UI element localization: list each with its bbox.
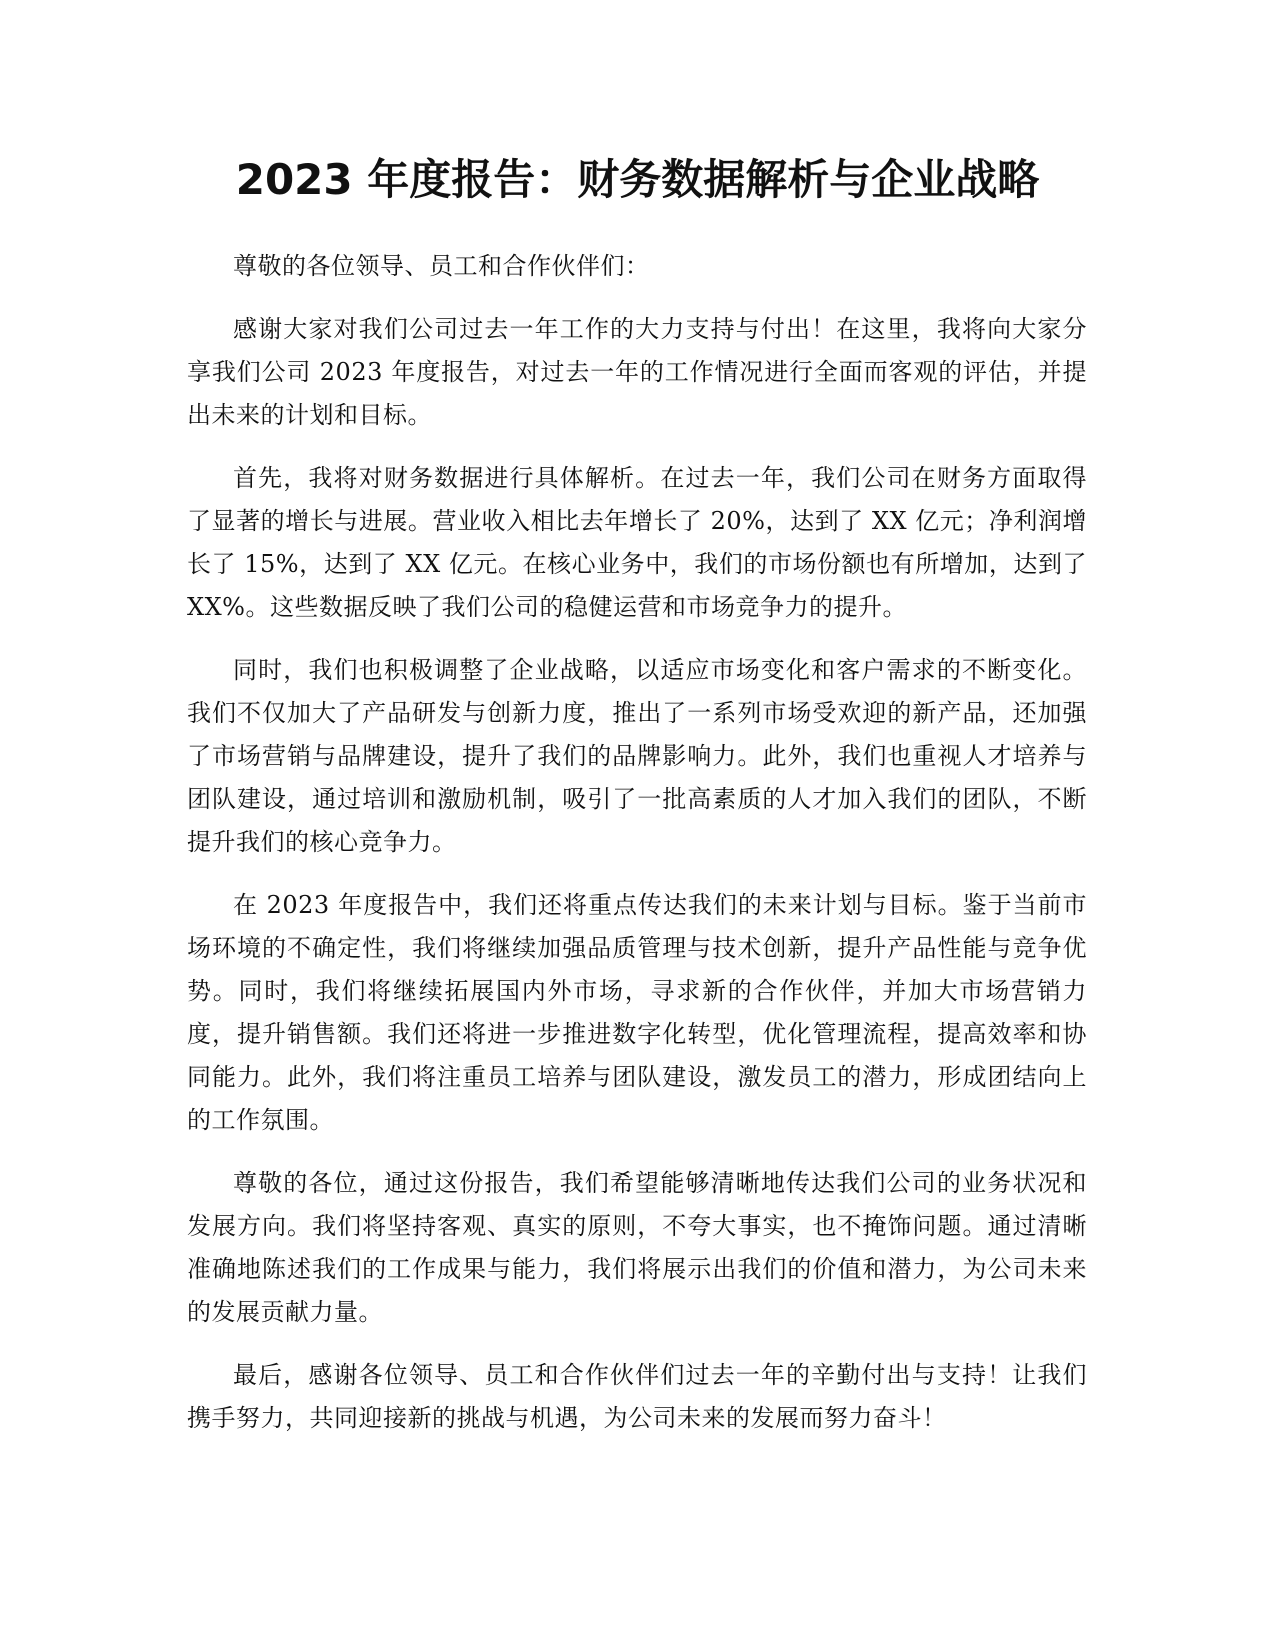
document-body [187,245,1087,1460]
paragraph-future-plans: 在 2023 年度报告中，我们还将重点传达我们的未来计划与目标。鉴于当前市场环境的不确定性，我们将继续加强品质管理与技术创新，提升产品性能与竞争优势。同时，我们将继续拓展国内外市场，寻求新的合作伙伴，并加大市场营销力度，提升销售额。我们还将进一步推进数字化转型，优化管理流程，提高效率和协同能力。此外，我们将注重员工培养与团队建设，激发员工的潜力，形成团结向上的工作氛围。 [187,891,1087,1134]
paragraph-closing: 最后，感谢各位领导、员工和合作伙伴们过去一年的辛勤付出与支持！让我们携手努力，共同迎接新的挑战与机遇，为公司未来的发展而努力奋斗！ [187,1361,1087,1432]
paragraph-introduction: 感谢大家对我们公司过去一年工作的大力支持与付出！在这里，我将向大家分享我们公司 2023 年度报告，对过去一年的工作情况进行全面而客观的评估，并提出未来的计划和目标。 [187,315,1087,429]
paragraph-salutation: 尊敬的各位领导、员工和合作伙伴们： [233,252,650,280]
paragraph-financial-analysis: 首先，我将对财务数据进行具体解析。在过去一年，我们公司在财务方面取得了显著的增长与进展。营业收入相比去年增长了 20%，达到了 XX 亿元；净利润增长了 15%，达到了 XX 亿元。在核心业务中，我们的市场份额也有所增加，达到了 XX%。这些数据反映了我们公司的稳健运营和市场竞争力的提升。 [187,464,1087,621]
document-title: 2023 年度报告：财务数据解析与企业战略 [235,155,1040,204]
paragraph-report-purpose: 尊敬的各位，通过这份报告，我们希望能够清晰地传达我们公司的业务状况和发展方向。我们将坚持客观、真实的原则，不夸大事实，也不掩饰问题。通过清晰准确地陈述我们的工作成果与能力，我们将展示出我们的价值和潜力，为公司未来的发展贡献力量。 [187,1169,1087,1326]
paragraph-strategy: 同时，我们也积极调整了企业战略，以适应市场变化和客户需求的不断变化。我们不仅加大了产品研发与创新力度，推出了一系列市场受欢迎的新产品，还加强了市场营销与品牌建设，提升了我们的品牌影响力。此外，我们也重视人才培养与团队建设，通过培训和激励机制，吸引了一批高素质的人才加入我们的团队，不断提升我们的核心竞争力。 [187,656,1087,856]
